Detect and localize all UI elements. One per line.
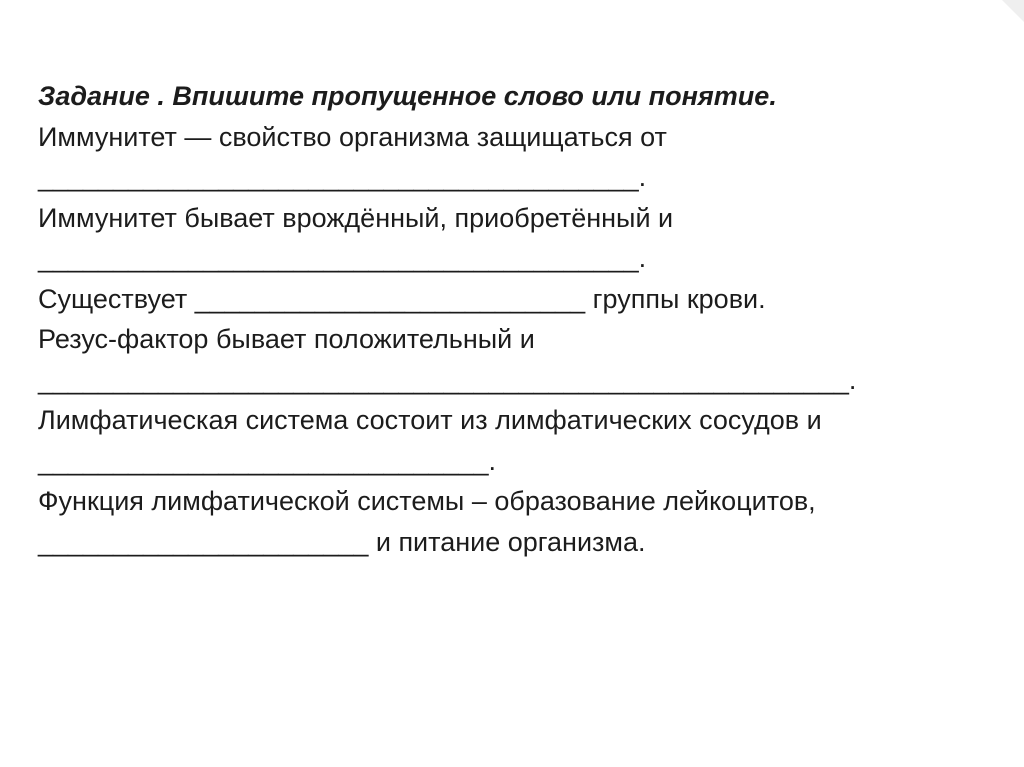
blank-line-rhesus-factor: ______________________________________________________. xyxy=(38,364,857,395)
text-line-blood-groups: Существует __________________________ группы крови. xyxy=(38,283,766,314)
task-heading: Задание . Впишите пропущенное слово или понятие. xyxy=(38,81,777,111)
blank-line-lymphatic-system: ______________________________. xyxy=(38,445,496,476)
text-line-lymphatic-system: Лимфатическая система состоит из лимфатических сосудов и xyxy=(38,405,822,435)
blank-line-immunity-types: ________________________________________. xyxy=(38,243,647,273)
text-line-immunity-definition: Иммунитет — свойство организма защищаться от xyxy=(38,121,667,152)
text-line-immunity-types: Иммунитет бывает врождённый, приобретённый и xyxy=(38,202,674,233)
text-line-lymph-function-end: ______________________ и питание организма. xyxy=(38,526,646,557)
slide-content xyxy=(38,76,998,562)
text-line-lymph-function: Функция лимфатической системы – образование лейкоцитов, xyxy=(38,486,816,516)
page-corner-fold xyxy=(1002,0,1024,22)
blank-line-immunity-definition: ________________________________________. xyxy=(38,162,647,192)
text-line-rhesus-factor: Резус-фактор бывает положительный и xyxy=(38,324,535,354)
